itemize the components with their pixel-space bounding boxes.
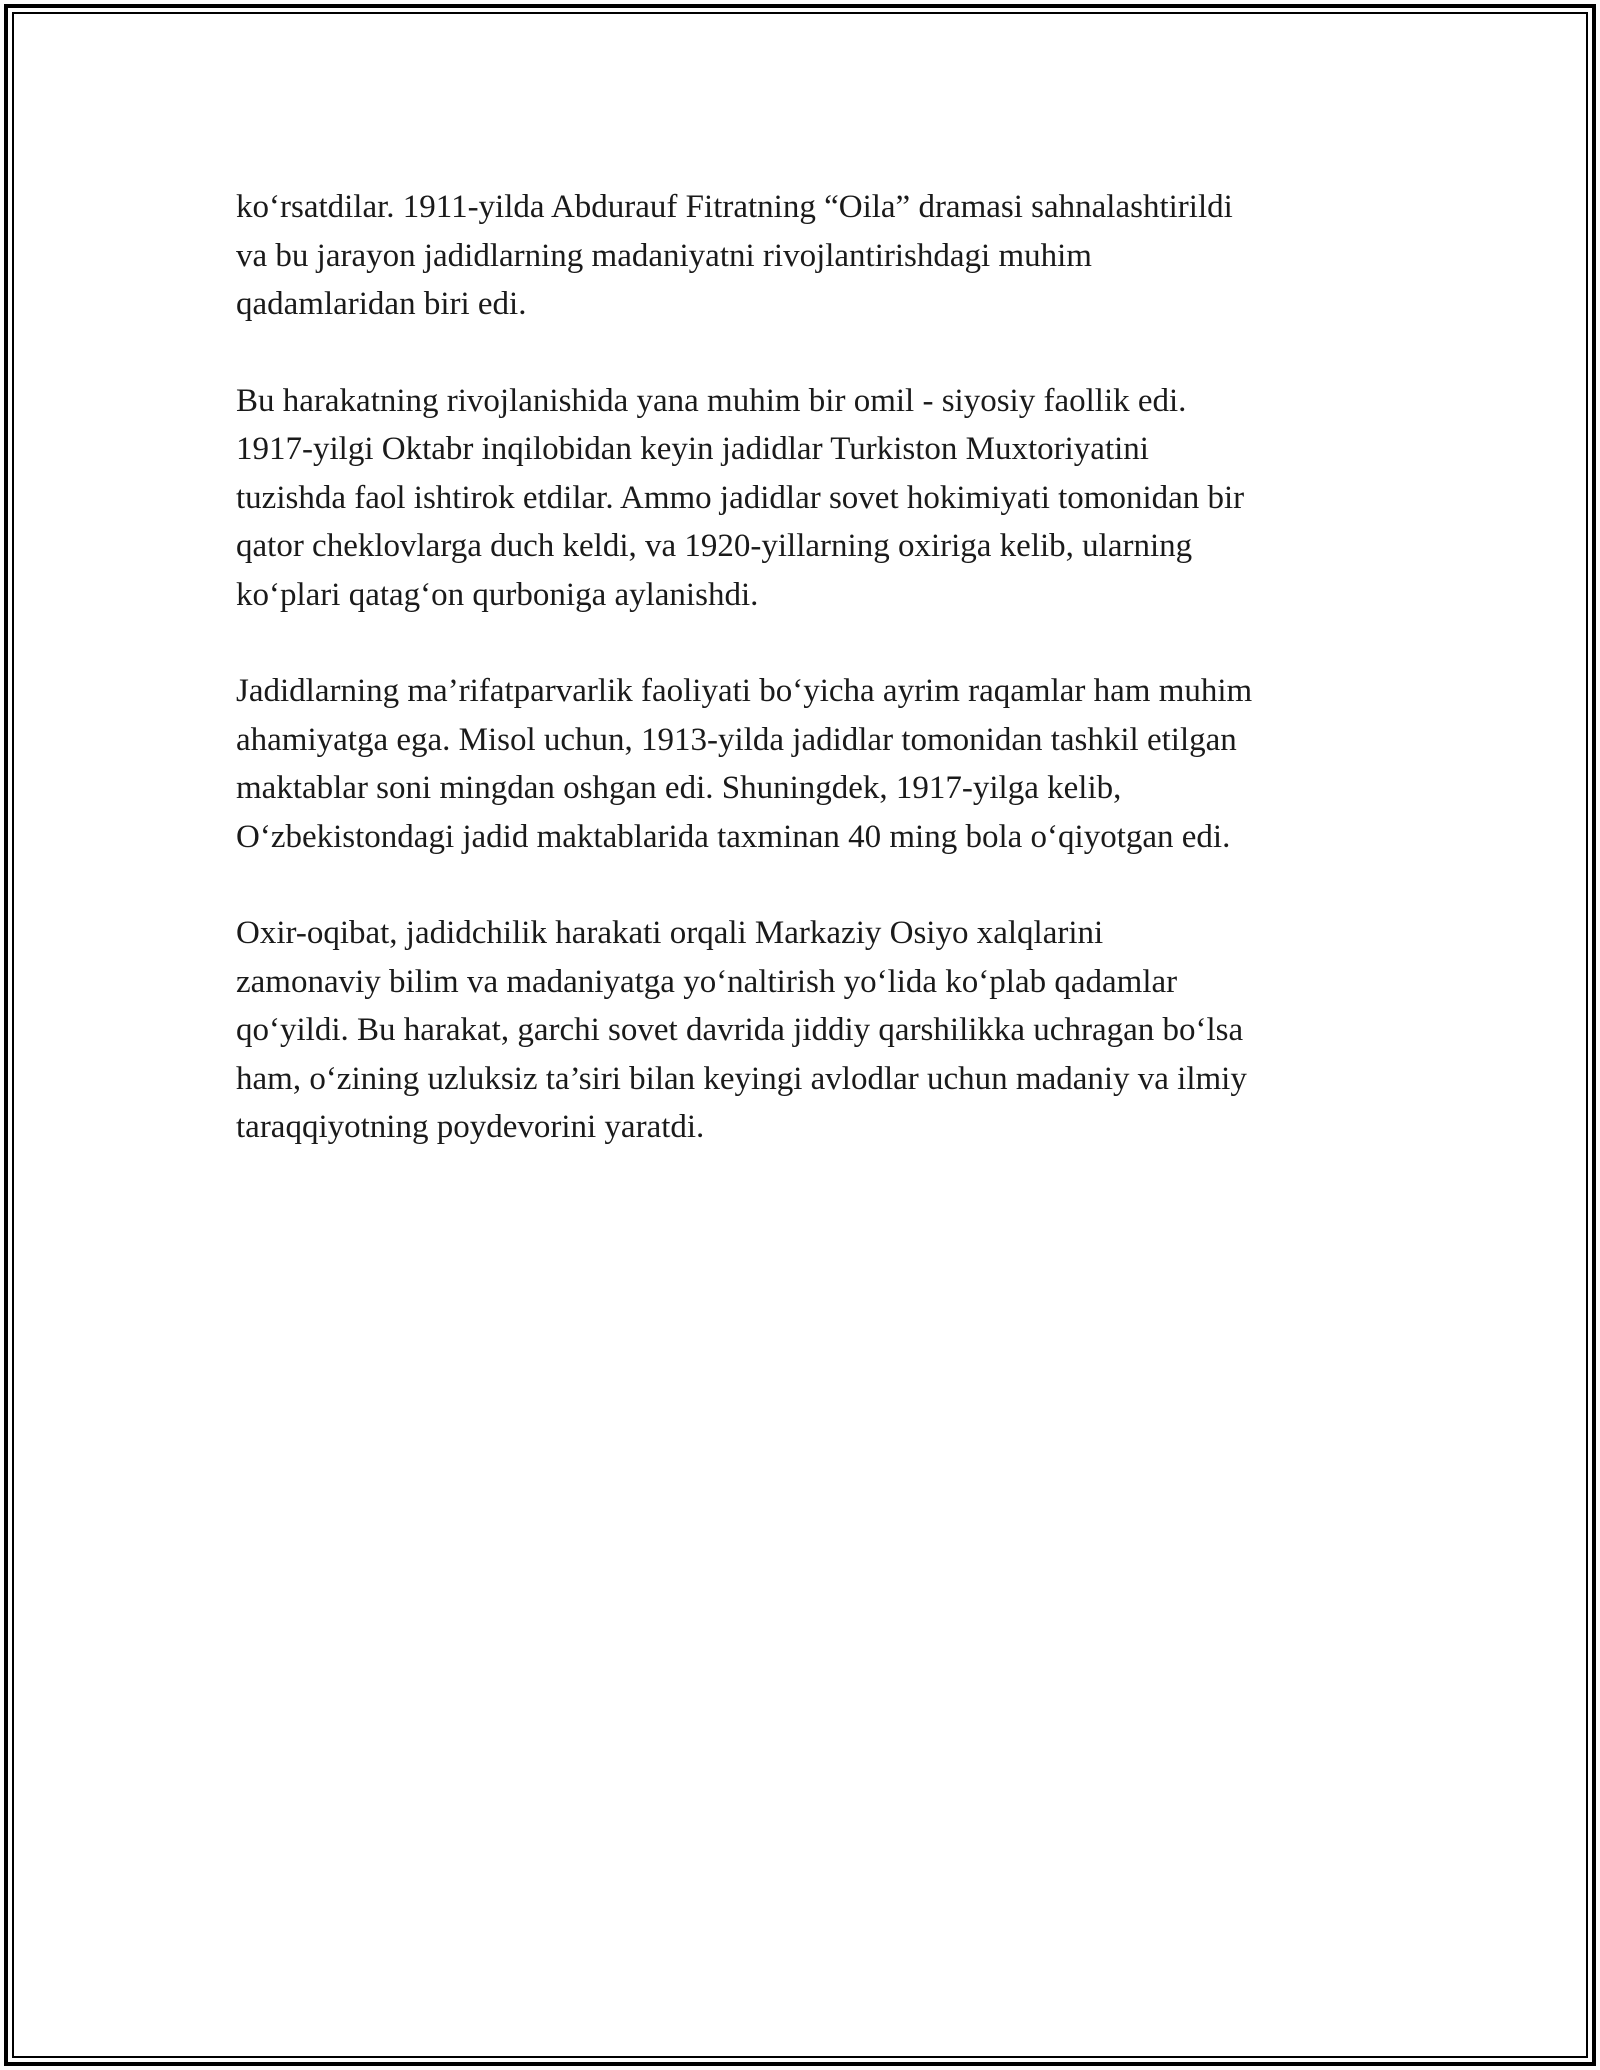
paragraph (236, 377, 1376, 620)
paragraph (236, 183, 1376, 329)
text-line: O‘zbekistondagi jadid maktablarida taxminan 40 ming bola o‘qiyotgan edi. (236, 818, 1231, 855)
paragraph (236, 909, 1376, 1152)
text-line: qo‘yildi. Bu harakat, garchi sovet davrida jiddiy qarshilikka uchragan bo‘lsa (236, 1012, 1244, 1048)
text-line: ko‘rsatdilar. 1911-yilda Abdurauf Fitratning “Oila” dramasi sahnalashtirildi (236, 189, 1233, 225)
document-body (236, 183, 1376, 1152)
text-line: Jadidlarning ma’rifatparvarlik faoliyati bo‘yicha ayrim raqamlar ham muhim (236, 673, 1253, 709)
text-line: va bu jarayon jadidlarning madaniyatni rivojlantirishdagi muhim (236, 237, 1092, 274)
text-line: tuzishda faol ishtirok etdilar. Ammo jadidlar sovet hokimiyati tomonidan bir (236, 479, 1245, 516)
text-line: taraqqiyotning poydevorini yaratdi. (236, 1109, 705, 1145)
text-line: zamonaviy bilim va madaniyatga yo‘naltirish yo‘lida ko‘plab qadamlar (236, 963, 1178, 1000)
text-line: ahamiyatga ega. Misol uchun, 1913-yilda jadidlar tomonidan tashkil etilgan (236, 721, 1237, 758)
text-line: qator cheklovlarga duch keldi, va 1920-yillarning oxiriga kelib, ularning (236, 528, 1193, 564)
text-line: Oxir-oqibat, jadidchilik harakati orqali Markaziy Osiyo xalqlarini (236, 915, 1104, 951)
text-line: maktablar soni mingdan oshgan edi. Shuningdek, 1917-yilga kelib, (236, 770, 1122, 806)
text-line: ham, o‘zining uzluksiz ta’siri bilan keyingi avlodlar uchun madaniy va ilmiy (236, 1060, 1247, 1097)
text-line: 1917-yilgi Oktabr inqilobidan keyin jadidlar Turkiston Muxtoriyatini (236, 431, 1149, 467)
text-line: qadamlaridan biri edi. (236, 286, 527, 322)
text-line: ko‘plari qatag‘on qurboniga aylanishdi. (236, 576, 759, 613)
text-line: Bu harakatning rivojlanishida yana muhim bir omil - siyosiy faollik edi. (236, 382, 1187, 419)
paragraph (236, 667, 1376, 861)
